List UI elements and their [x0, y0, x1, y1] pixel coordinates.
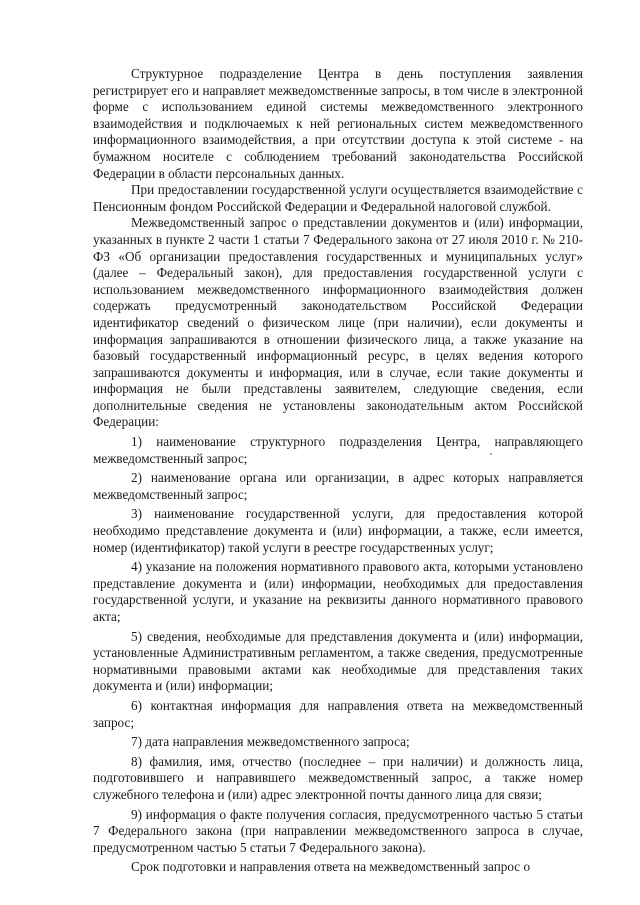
list-item-3: 3) наименование государственной услуги, для предоставления которой необходимо представление документа и (или) информации, а также, если имеется, номер (идентификатор) такой услуги в реестре государственных услуг;	[93, 506, 583, 555]
list-item-8: 8) фамилия, имя, отчество (последнее – при наличии) и должность лица, подготовившего и направившего межведомственный запрос, а также номер служебного телефона и (или) адрес электронной почты данного лица для связи;	[93, 753, 583, 802]
list-item-6: 6) контактная информация для направления ответа на межведомственный запрос;	[93, 697, 583, 730]
list-item-5: 5) сведения, необходимые для представления документа и (или) информации, установленные Административным регламентом, а также сведения, предусмотренные нормативными правовыми актами как необходимые для представления таких документа и (или) информации;	[93, 628, 583, 694]
document-page	[93, 66, 583, 876]
list-item-9: 9) информация о факте получения согласия, предусмотренного частью 5 статьи 7 Федерального закона (при направлении межведомственного запроса в случае, предусмотренном частью 5 статьи 7 Федерального закона).	[93, 806, 583, 855]
list-item-4: 4) указание на положения нормативного правового акта, которыми установлено представление документа и (или) информации, необходимых для предоставления государственной услуги, и указание на реквизиты данного нормативного правового акта;	[93, 559, 583, 624]
list-item-7: 7) дата направления межведомственного запроса;	[131, 734, 410, 750]
paragraph-registration: Структурное подразделение Центра в день поступления заявления регистрирует его и направляет межведомственные запросы, в том числе в электронной форме с использованием единой системы межведомственного электронного взаимодействия и подключаемых к ней региональных систем межведомственного информационного взаимодействия, а при отсутствии доступа к этой системе - на бумажном носителе с соблюдением требований законодательства Российской Федерации в области персональных данных.	[93, 66, 583, 181]
list-item-2: 2) наименование органа или организации, в адрес которых направляется межведомственный запрос;	[93, 470, 583, 502]
paragraph-interaction: При предоставлении государственной услуги осуществляется взаимодействие с Пенсионным фондом Российской Федерации и Федеральной налоговой службой.	[93, 182, 583, 214]
scan-speck	[490, 453, 492, 455]
paragraph-response-deadline: Срок подготовки и направления ответа на межведомственный запрос о	[131, 859, 531, 875]
paragraph-request-contents: Межведомственный запрос о представлении документов и (или) информации, указанных в пункте 2 части 1 статьи 7 Федерального закона от 27 июля 2010 г. № 210-ФЗ «Об организации предоставления государственных и муниципальных услуг» (далее – Федеральный закон), для предоставления государственной услуги с использованием межведомственного информационного взаимодействия должен содержать предусмотренный законодательством Российской Федерации идентификатор сведений о физическом лице (при наличии), если документы и информация запрашиваются в отношении физического лица, а также указание на базовый государственный информационный ресурс, в целях ведения которого запрашиваются документы и информация, или в случае, если такие документы и информация не были представлены заявителем, следующие сведения, если дополнительные сведения не установлены законодательным актом Российской Федерации:	[93, 215, 583, 430]
list-item-1: 1) наименование структурного подразделения Центра, направляющего межведомственный запрос;	[93, 434, 583, 466]
